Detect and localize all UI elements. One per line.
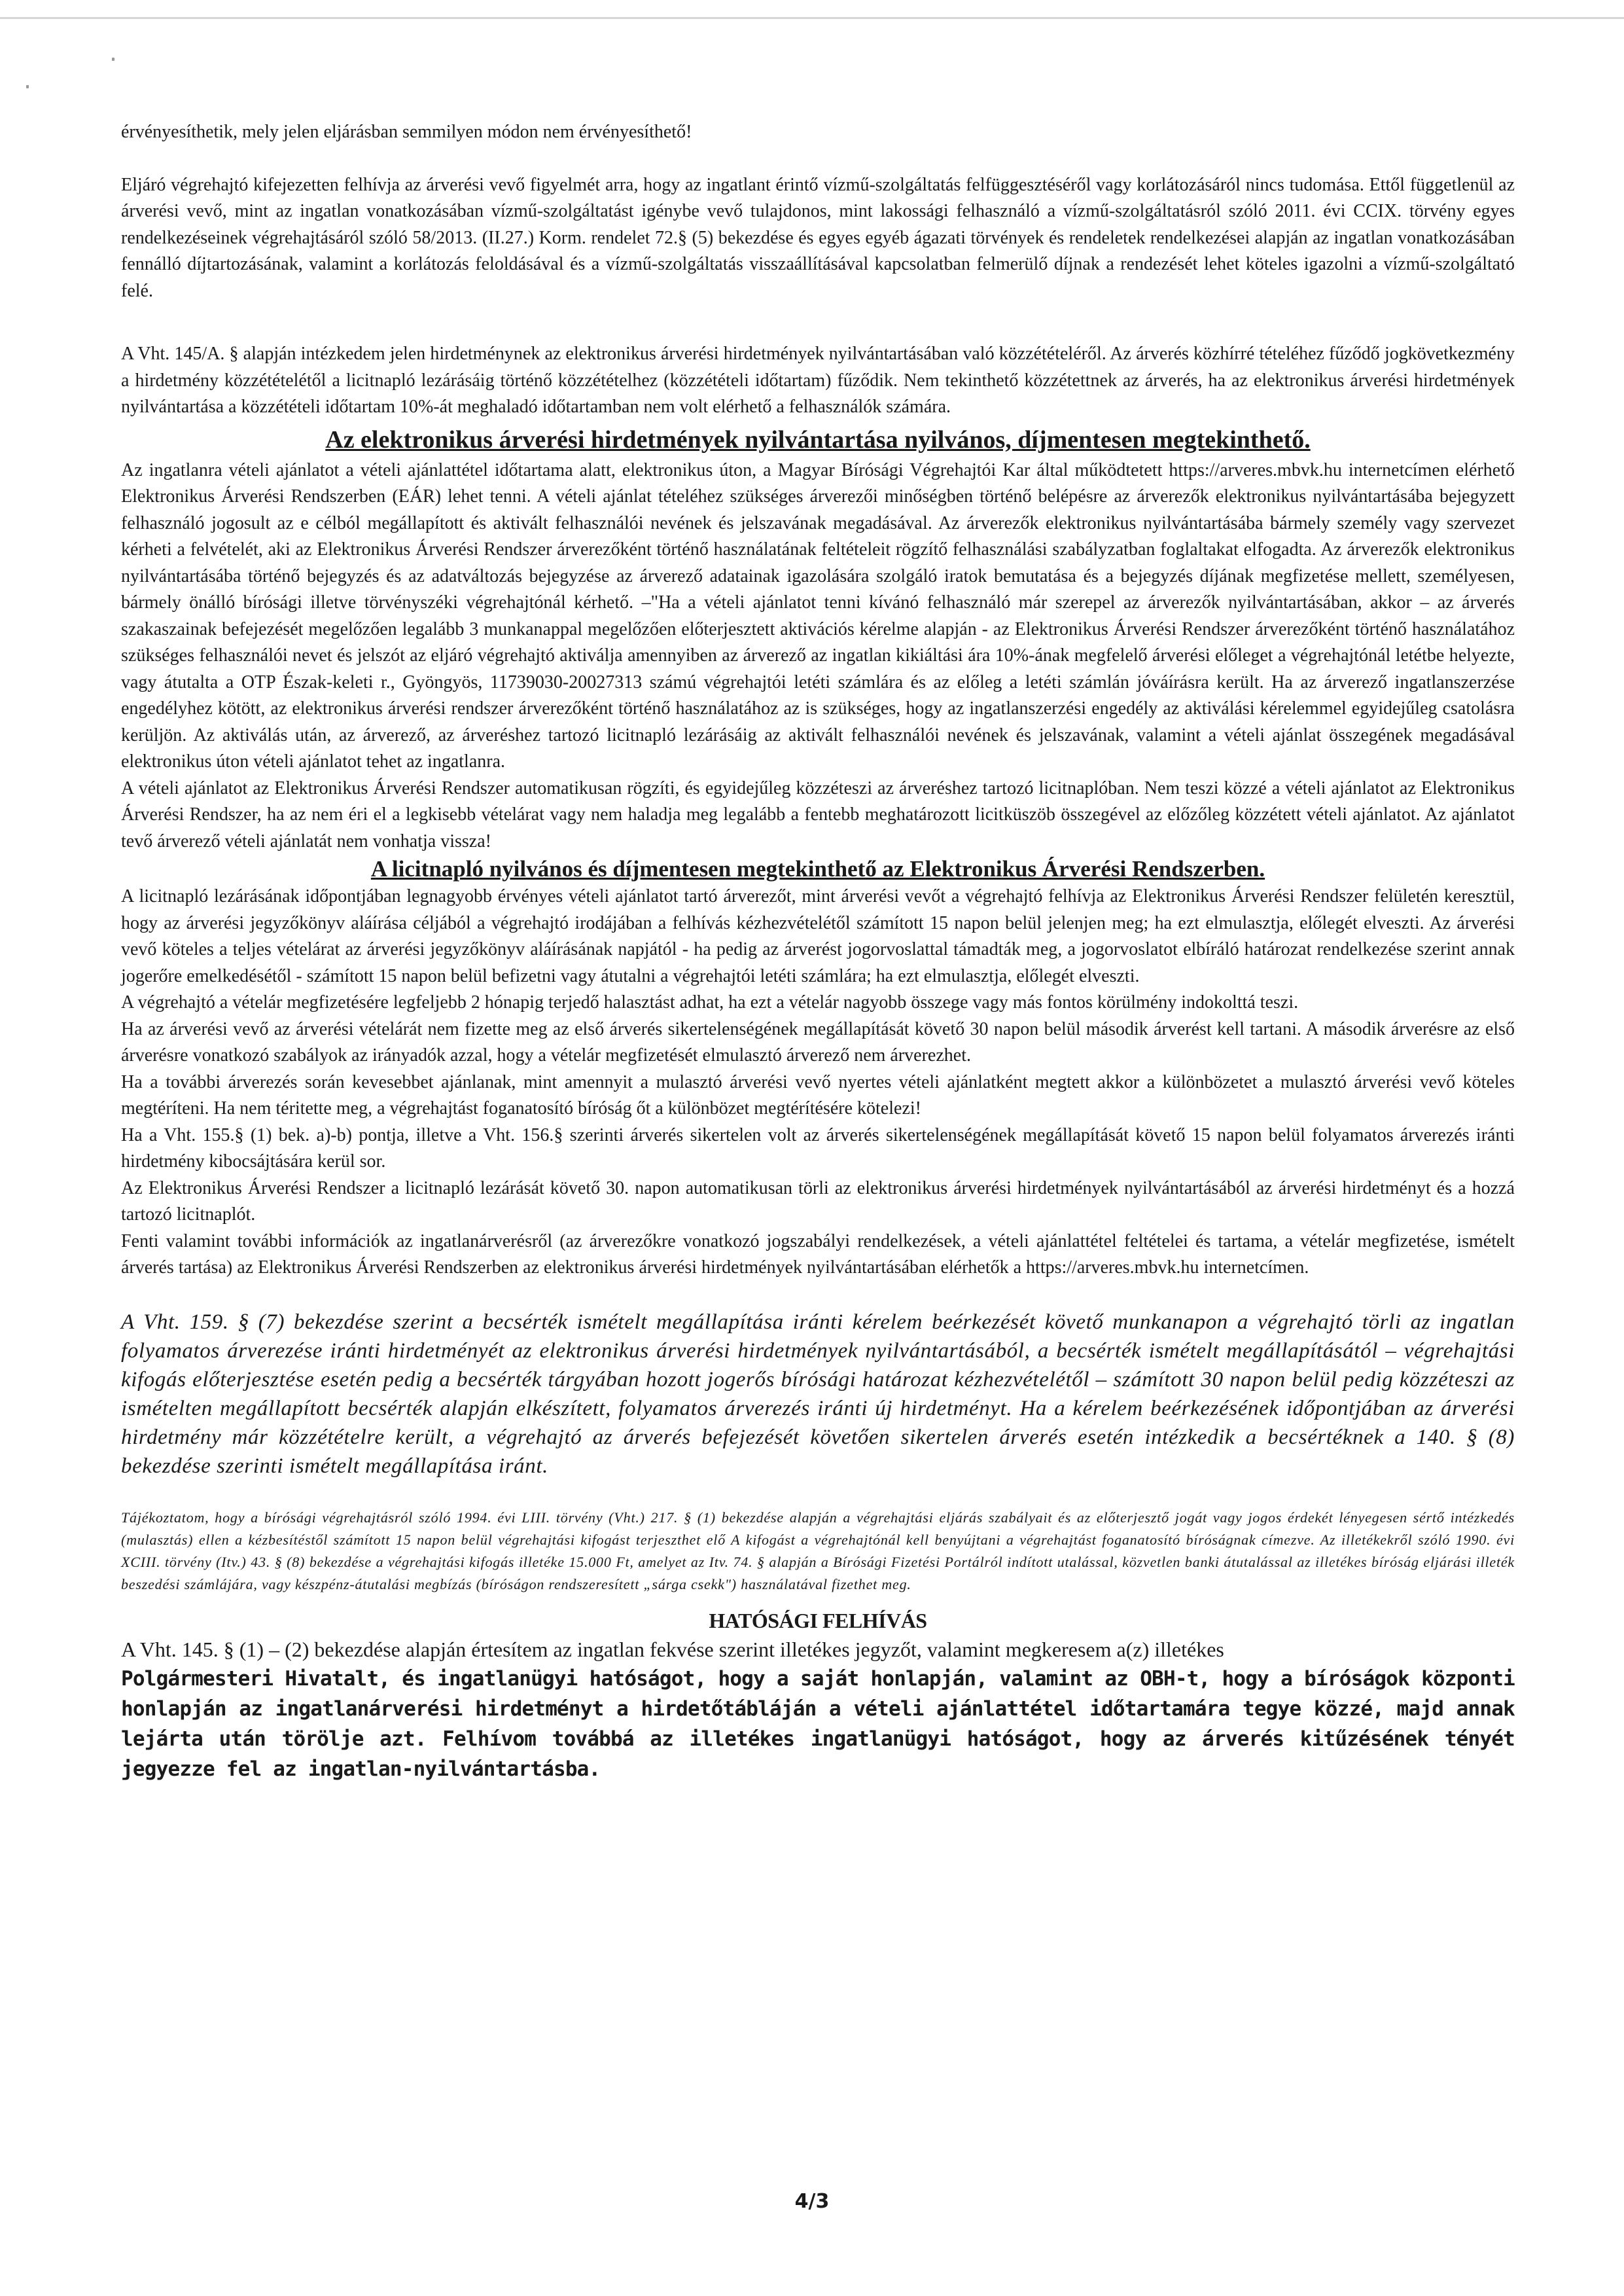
paragraph-continuous-auction: Ha a Vht. 155.§ (1) bek. a)-b) pontja, illetve a Vht. 156.§ szerinti árverés sikertelen volt az árverés sikertelenségének megállapítását követő 15 napon belül folyamatos árverezés iránti hirdetmény kibocsájtására kerül sor. (121, 1124, 1515, 1172)
heading-public-registry: Az elektronikus árverési hirdetmények nyilvántartása nyilvános, díjmentesen megtekinthető. (325, 425, 1311, 454)
paragraph-reappraisal: A Vht. 159. § (7) bekezdése szerint a becsérték ismételt megállapítása iránti kérelem beérkezését követő munkanapon a végrehajtó törli az ingatlan folyamatos árverezése iránti hirdetményét az elektronikus árverési hirdetmények nyilvántartásából, a becsérték ismételt megállapításától – végrehajtási kifogás előterjesztése esetén pedig a becsérték tárgyában hozott jogerős bírósági határozat kézhezvételétől – számított 30 napon belül pedig közzéteszi az ismételten megállapított becsérték alapján elkészített, folyamatos árverezés iránti új hirdetményt. Ha a kérelem beérkezésének időpontjában az árverési hirdetmény már közzétételre került, a végrehajtó az árverés befejezését követően sikertelen árverés esetén intézkedik a becsértéknek a 140. § (8) bekezdése szerinti ismételt megállapítása iránt. (121, 1310, 1515, 1478)
paragraph-legal-remedy-notice: Tájékoztatom, hogy a bírósági végrehajtásról szóló 1994. évi LIII. törvény (Vht.) 217. § (1) bekezdése alapján a végrehajtási eljárás szabályait és az előterjesztő jogát vagy jogos érdekét lényegesen sértő intézkedés (mulasztás) ellen a kézbesítéstől számított 15 napon belül végrehajtási kifogást terjeszthet elő A kifogást a végrehajtónál kell benyújtani a végrehajtást foganatosító bíróságnak címezve. Az illetékekről szóló 1990. évi XCIII. törvény (Itv.) 43. § (8) bekezdése a végrehajtási kifogás illetéke 15.000 Ft, amelyet az Itv. 74. § alapján a Bírósági Fizetési Portálról indított utalással, közvetlen banki átutalással az illetékes bíróság eljárási illeték beszedési számlájára, vagy készpénz-átutalási megbízás (bíróságon rendszeresített „sárga csekk") használatával fizethet meg. (121, 1509, 1515, 1592)
paragraph-further-info: Fenti valamint további információk az ingatlanárverésről (az árverezőkre vonatkozó jogszabályi rendelkezések, a vételi ajánlattétel feltételei és tartama, a vételár megfizetése, ismételt árverés tartása) az Elektronikus Árverési Rendszerben az elektronikus árverési hirdetmények nyilvántartásában elérhetők a https://arveres.mbvk.hu internetcímen. (121, 1230, 1515, 1278)
paragraph-authority-notice-intro: A Vht. 145. § (1) – (2) bekezdése alapján értesítem az ingatlan fekvése szerint illetékes jegyzőt, valamint megkeresem a(z) illetékes (121, 1637, 1224, 1661)
scan-speck (112, 58, 115, 61)
paragraph-payment-deferral: A végrehajtó a vételár megfizetésére legfeljebb 2 hónapig terjedő halasztást adhat, ha ezt a vételár nagyobb összege vagy más fontos körülmény indokolttá teszi. (121, 992, 1299, 1013)
paragraph-bid-recording: A vételi ajánlatot az Elektronikus Árverési Rendszer automatikusan rögzíti, és egyidejűleg közzéteszi az árveréshez tartozó licitnaplóban. Nem teszi közzé a vételi ajánlatot az Elektronikus Árverési Rendszer, ha az nem éri el a legkisebb vételárat vagy nem haladja meg legalább a fentebb meghatározott licitküszöb összegével az előzőleg közzétett vételi ajánlatot. Az ajánlatot tevő árverező vételi ajánlatát nem vonhatja vissza! (121, 778, 1515, 852)
heading-bid-log: A licitnapló nyilvános és díjmentesen megtekinthető az Elektronikus Árverési Rendszerben. (370, 856, 1265, 882)
paragraph-authority-notice-body: Polgármesteri Hivatalt, és ingatlanügyi hatóságot, hogy a saját honlapján, valamint az OBH-t, hogy a bíróságok központi honlapján az ingatlanárverési hirdetményt a hirdetőtábláján a vételi ajánlattétel időtartamára tegye közzé, majd annak lejárta után törölje azt. Felhívom továbbá az illetékes ingatlanügyi hatóságot, hogy az árverés kitűzésének tényét jegyezze fel az ingatlan-nyilvántartásba. (121, 1666, 1515, 1781)
scan-speck (26, 85, 29, 88)
paragraph-intro: érvényesíthetik, mely jelen eljárásban semmilyen módon nem érvényesíthető! (121, 122, 692, 142)
paragraph-difference-liability: Ha a további árverezés során kevesebbet ajánlanak, mint amennyit a mulasztó árverési vevő nyertes vételi ajánlatként megtett akkor a különbözetet a mulasztó árverési vevő köteles megtéríteni. Ha nem téritette meg, a végrehajtást foganatosító bíróság őt a különbözet megtérítésére kötelezi! (121, 1071, 1515, 1119)
paragraph-second-auction: Ha az árverési vevő az árverési vételárát nem fizette meg az első árverés sikertelenségének megállapítását követő 30 napon belül második árverést kell tartani. A második árverésre az első árverésre vonatkozó szabályok az irányadók azzal, hogy a vételár megfizetését elmulasztó árverező nem árverezhet. (121, 1018, 1515, 1066)
paragraph-bidding-rules: Az ingatlanra vételi ajánlatot a vételi ajánlattétel időtartama alatt, elektronikus úton, a Magyar Bírósági Végrehajtói Kar által működtetett https://arveres.mbvk.hu internetcímen elérhető Elektronikus Árverési Rendszerben (EÁR) lehet tenni. A vételi ajánlat tételéhez szükséges árverezői minőségben történő belépésre az árverezők elektronikus nyilvántartásába bejegyzett felhasználó jogosult az e célból megállapított és aktivált felhasználói nevének és jelszavának megadásával. Az árverezők elektronikus nyilvántartásába bármely személy vagy szervezet kérheti a felvételét, aki az Elektronikus Árverési Rendszer árverezőként történő használatának feltételeit rögzítő felhasználási szabályzatban foglaltakat elfogadta. Az árverezők elektronikus nyilvántartásába történő bejegyzés és az adatváltozás bejegyzése az árverező adatainak igazolására szolgáló iratok bemutatása és a bejegyzés díjának megfizetése mellett, személyesen, bármely önálló bírósági illetve törvényszéki végrehajtónál kérhető. –"Ha a vételi ajánlatot tenni kívánó felhasználó már szerepel az árverezők nyilvántartásában, akkor – az árverés szakaszainak befejezését megelőzően legalább 3 munkanappal megelőzően előterjesztett aktivációs kérelme alapján - az Elektronikus Árverési Rendszer árverezőként történő használatához szükséges felhasználói nevet és jelszót az eljáró végrehajtó aktiválja amennyiben az árverező az ingatlan kikiáltási ára 10%-ának megfelelő árverési előleget a végrehajtónál letétbe helyezte, vagy átutalta a OTP Észak-keleti r., Gyöngyös, 11739030-20027313 számú végrehajtói letéti számlára és az előleg a letéti számlán jóváírásra került. Ha az árverező ingatlanszerzése engedélyhez kötött, az elektronikus árverési rendszer árverezőként történő használatához az is szükséges, hogy az ingatlanszerzési engedély az aktiválási kérelemmel egyidejűleg csatolásra kerüljön. Az aktiválás után, az árverező, az árveréshez tartozó licitnapló lezárásáig az aktivált felhasználói nevének és jelszavának, valamint a vételi ajánlat összegének megadásával elektronikus úton vételi ajánlatot tehet az ingatlanra. (121, 459, 1515, 772)
document-page (121, 119, 1515, 1784)
paragraph-publication: A Vht. 145/A. § alapján intézkedem jelen hirdetménynek az elektronikus árverési hirdetmények nyilvántartásában való közzétételéről. Az árverés közhírré tételéhez fűződő jogkövetkezmény a hirdetmény közzétételétől a licitnapló lezárásáig történő közzétételhez (közzétételi időtartam) fűződik. Nem tekinthető közzétettnek az árverés, ha az elektronikus árverési hirdetmények nyilvántartása a közzétételi időtartam 10%-át meghaladó időtartamban nem volt elérhető a felhasználók számára. (121, 344, 1515, 417)
heading-authority-notice: HATÓSÁGI FELHÍVÁS (709, 1608, 927, 1632)
paragraph-winner-notice: A licitnapló lezárásának időpontjában legnagyobb érvényes vételi ajánlatot tartó árverezőt, mint árverési vevőt a végrehajtó felhívja az Elektronikus Árverési Rendszer felületén keresztül, hogy az árverési jegyzőkönyv aláírása céljából a végrehajtó irodájában a felhívás kézhezvételétől számított 15 napon belül jelenjen meg; ha ezt elmulasztja, előlegét elveszti. Az árverési vevő köteles a teljes vételárat az árverési jegyzőkönyv aláírásának napjától - ha pedig az árverést jogorvoslattal támadták meg, a jogorvoslatot elbíráló határozat rendelkezése szerint annak jogerőre emelkedésétől - számított 15 napon belül befizetni vagy átutalni a végrehajtói letéti számlára; ha ezt elmulasztja, előlegét elveszti. (121, 886, 1515, 986)
paragraph-water-utility-notice: Eljáró végrehajtó kifejezetten felhívja az árverési vevő figyelmét arra, hogy az ingatlant érintő vízmű-szolgáltatás felfüggesztéséről vagy korlátozásáról nincs tudomása. Ettől függetlenül az árverési vevő, mint az ingatlan vonatkozásában vízmű-szolgáltatást igénybe vevő tulajdonos, mint lakossági felhasználó a vízmű-szolgáltatásról szóló 2011. évi CCIX. törvény egyes rendelkezéseinek végrehajtásáról szóló 58/2013. (II.27.) Korm. rendelet 72.§ (5) bekezdése és egyes egyéb ágazati törvények és rendeletek rendelkezései alapján az ingatlan vonatkozásában fennálló díjtartozásának, valamint a korlátozás feloldásával és a vízmű-szolgáltatás visszaállításával kapcsolatban felmerülő díjnak a rendezését lehet köteles igazolni a vízmű-szolgáltató felé. (121, 174, 1515, 301)
paragraph-deletion: Az Elektronikus Árverési Rendszer a licitnapló lezárását követő 30. napon automatikusan törli az elektronikus árverési hirdetmények nyilvántartásából az árverési hirdetményt és a hozzá tartozó licitnaplót. (121, 1177, 1515, 1225)
scan-top-border (0, 17, 1624, 19)
page-number: 4/3 (794, 2190, 830, 2213)
